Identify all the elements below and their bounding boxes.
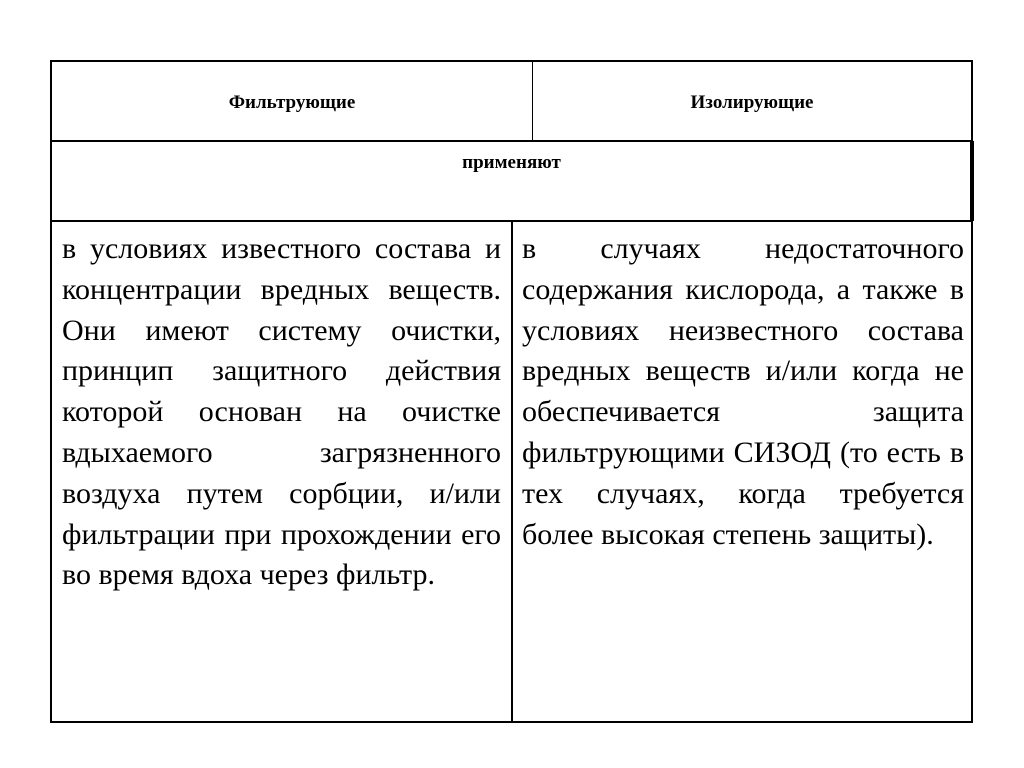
body-column-divider [511, 221, 513, 722]
table-border-top [50, 60, 973, 62]
header-cell-isolating: Изолирующие [690, 92, 814, 113]
header-cell-filtering: Фильтрующие [228, 92, 356, 113]
subheader-cell-apply: применяют [462, 152, 561, 173]
body-cell-filtering: в условиях известного состава и концентрации вредных веществ. Они имеют систему очистки, принцип защитного действия которой основан на очистке вдыхаемого загрязненного воздуха путем сорбции, и/или фильтрации при прохождении его во время вдоха через фильтр. [62, 232, 501, 592]
header-row-divider [50, 140, 973, 142]
body-cell-isolating: в случаях недостаточного содержания кислорода, а также в условиях неизвестного состава вредных веществ и/или когда не обеспечивается защита фильтрующими СИЗОД (то есть в тех случаях, когда требуется более высокая степень защиты). [522, 232, 964, 551]
